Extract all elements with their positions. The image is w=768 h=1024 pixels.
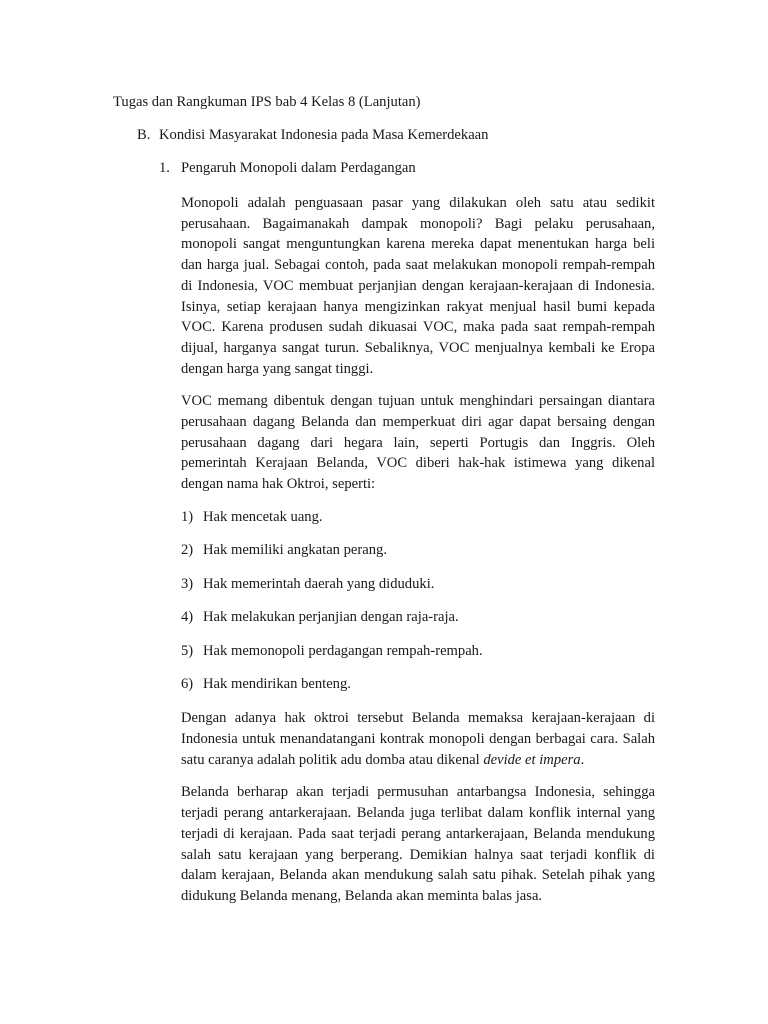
paragraph-politics-end: .: [580, 751, 585, 768]
list-item-number: 5): [181, 642, 194, 659]
list-item-number: 4): [181, 609, 194, 626]
list-item: [181, 540, 655, 560]
subsection-marker: 1.: [159, 160, 170, 176]
section-marker: B.: [137, 127, 151, 143]
section-title: Kondisi Masyarakat Indonesia pada Masa Kemerdekaan: [159, 127, 489, 143]
list-item: [181, 574, 655, 594]
list-item-text: Hak memiliki angkatan perang.: [203, 542, 387, 559]
paragraph-monopoli: Monopoli adalah penguasaan pasar yang dilakukan oleh satu atau sedikit perusahaan. Bagaimanakah dampak monopoli? Bagi pelaku perusahaan, monopoli sangat menguntungkan karena mereka dapat menentukan harga beli dan harga jual. Sebagai contoh, pada saat melakukan monopoli rempah-rempah di Indonesia, VOC membuat perjanjian dengan kerajaan-kerajaan di Indonesia. Isinya, setiap kerajaan hanya mengizinkan rakyat menjual hasil bumi kepada VOC. Karena produsen sudah dikuasai VOC, maka pada saat rempah-rempah dijual, harganya sangat turun. Sebaliknya, VOC menjualnya kembali ke Eropa dengan harga yang sangat tinggi.: [181, 195, 655, 377]
subsection-heading: [159, 158, 416, 178]
list-item-number: 2): [181, 542, 194, 559]
list-item: [181, 641, 655, 661]
paragraph-voc: VOC memang dibentuk dengan tujuan untuk menghindari persaingan diantara perusahaan dagang Belanda dan memperkuat diri agar dapat bersaing dengan perusahaan dagang dari hegara lain, seperti Portugis dan Inggris. Oleh pemerintah Kerajaan Belanda, VOC diberi hak-hak istimewa yang dikenal dengan nama hak Oktroi, seperti:: [181, 393, 655, 493]
list-item-text: Hak memerintah daerah yang diduduki.: [203, 575, 435, 592]
list-item-text: Hak memonopoli perdagangan rempah-rempah.: [203, 642, 483, 659]
subsection-title: Pengaruh Monopoli dalam Perdagangan: [181, 160, 416, 176]
paragraph-politics-text: Dengan adanya hak oktroi tersebut Belanda memaksa kerajaan-kerajaan di Indonesia untuk menandatangani kontrak monopoli dengan berbagai cara. Salah satu caranya adalah politik adu domba atau dikenal: [181, 710, 655, 768]
list-item: [181, 607, 655, 627]
paragraph-politics: [181, 708, 655, 770]
section-heading: [137, 125, 488, 145]
italic-term: devide et impera: [483, 751, 581, 768]
list-item: [181, 674, 655, 694]
oktroi-rights-list: [181, 507, 655, 695]
paragraph-final: Belanda berharap akan terjadi permusuhan antarbangsa Indonesia, sehingga terjadi perang antarkerajaan. Belanda juga terlibat dalam konflik internal yang terjadi di kerajaan. Pada saat terjadi perang antarkerajaan, Belanda mendukung salah satu kerajaan yang berperang. Demikian halnya saat terjadi konflik di dalam kerajaan, Belanda akan mendukung salah satu pihak. Setelah pihak yang didukung Belanda menang, Belanda akan meminta balas jasa.: [181, 784, 655, 904]
document-body: [181, 193, 655, 919]
list-item: [181, 507, 655, 527]
list-item-text: Hak mendirikan benteng.: [203, 676, 351, 693]
document-title: Tugas dan Rangkuman IPS bab 4 Kelas 8 (Lanjutan): [113, 94, 421, 110]
list-item-number: 1): [181, 508, 194, 525]
list-item-number: 3): [181, 575, 194, 592]
list-item-text: Hak melakukan perjanjian dengan raja-raja.: [203, 609, 459, 626]
list-item-text: Hak mencetak uang.: [203, 508, 323, 525]
list-item-number: 6): [181, 676, 194, 693]
